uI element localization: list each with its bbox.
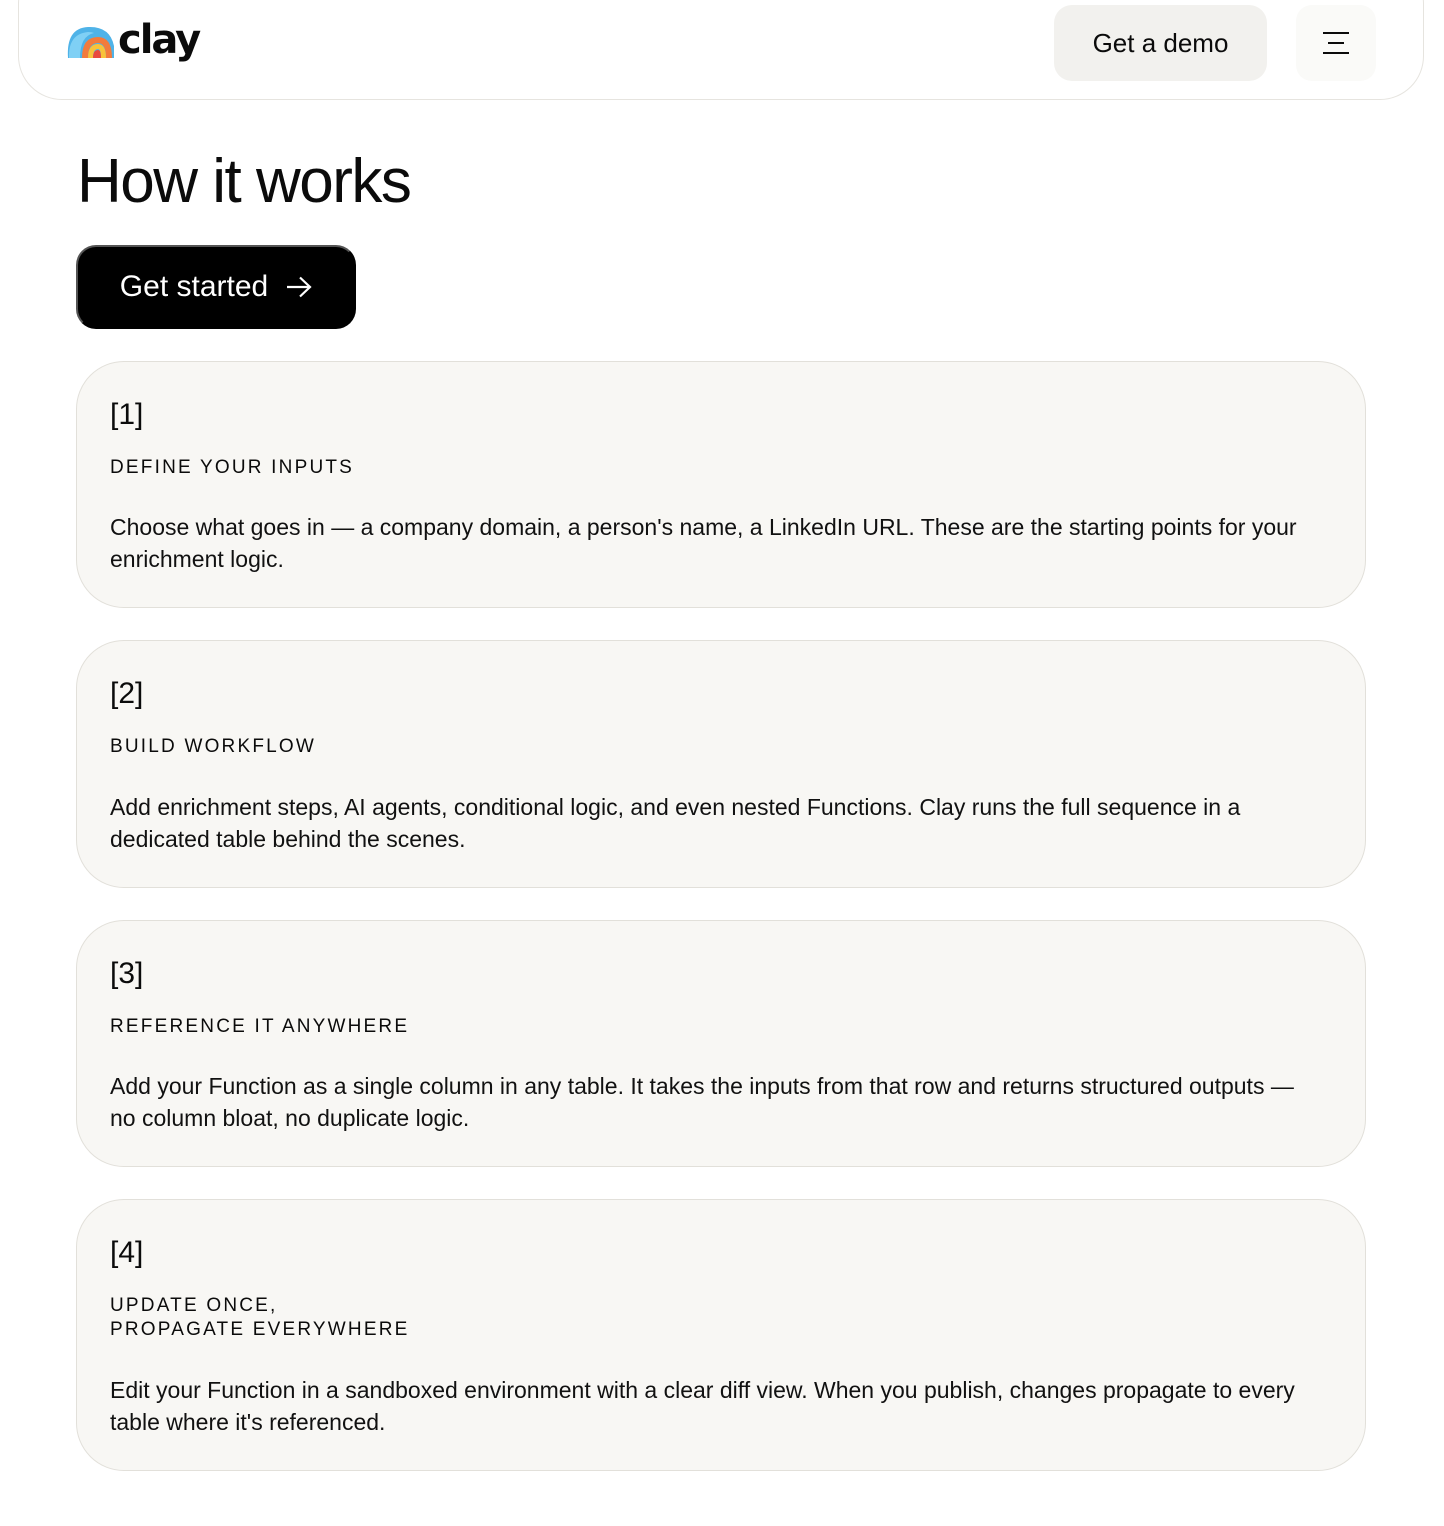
step-card-3 <box>76 920 1366 1167</box>
step-description: Choose what goes in — a company domain, a person's name, a LinkedIn URL. These are the starting points for your enrichment logic. <box>110 514 1297 572</box>
step-heading: UPDATE ONCE, PROPAGATE EVERYWHERE <box>110 1295 410 1340</box>
step-number: [1] <box>110 398 144 431</box>
brand-logo[interactable] <box>66 18 199 66</box>
step-number: [4] <box>110 1236 144 1269</box>
arrow-right-icon <box>286 276 312 298</box>
step-card-2 <box>76 640 1366 888</box>
rainbow-dome-icon <box>66 24 116 60</box>
brand-wordmark: clay <box>118 17 200 63</box>
get-started-button[interactable] <box>76 245 356 329</box>
step-card-1 <box>76 361 1366 608</box>
step-card-4 <box>76 1199 1366 1471</box>
hamburger-menu-icon <box>1322 31 1350 55</box>
step-number: [2] <box>110 677 144 710</box>
step-description: Add enrichment steps, AI agents, conditional logic, and even nested Functions. Clay runs the full sequence in a dedicated table behind the scenes. <box>110 794 1241 852</box>
step-heading: BUILD WORKFLOW <box>110 736 317 757</box>
step-heading: DEFINE YOUR INPUTS <box>110 457 355 478</box>
page-title: How it works <box>77 147 411 216</box>
step-number: [3] <box>110 957 144 990</box>
step-description: Add your Function as a single column in any table. It takes the inputs from that row and returns structured outputs — no column bloat, no duplicate logic. <box>110 1073 1294 1131</box>
get-started-label: Get started <box>119 270 269 303</box>
step-description: Edit your Function in a sandboxed environment with a clear diff view. When you publish, changes propagate to every table where it's referenced. <box>110 1377 1295 1435</box>
step-heading: REFERENCE IT ANYWHERE <box>110 1016 410 1037</box>
menu-button[interactable] <box>1296 5 1376 81</box>
get-a-demo-button[interactable]: Get a demo <box>1054 5 1267 81</box>
